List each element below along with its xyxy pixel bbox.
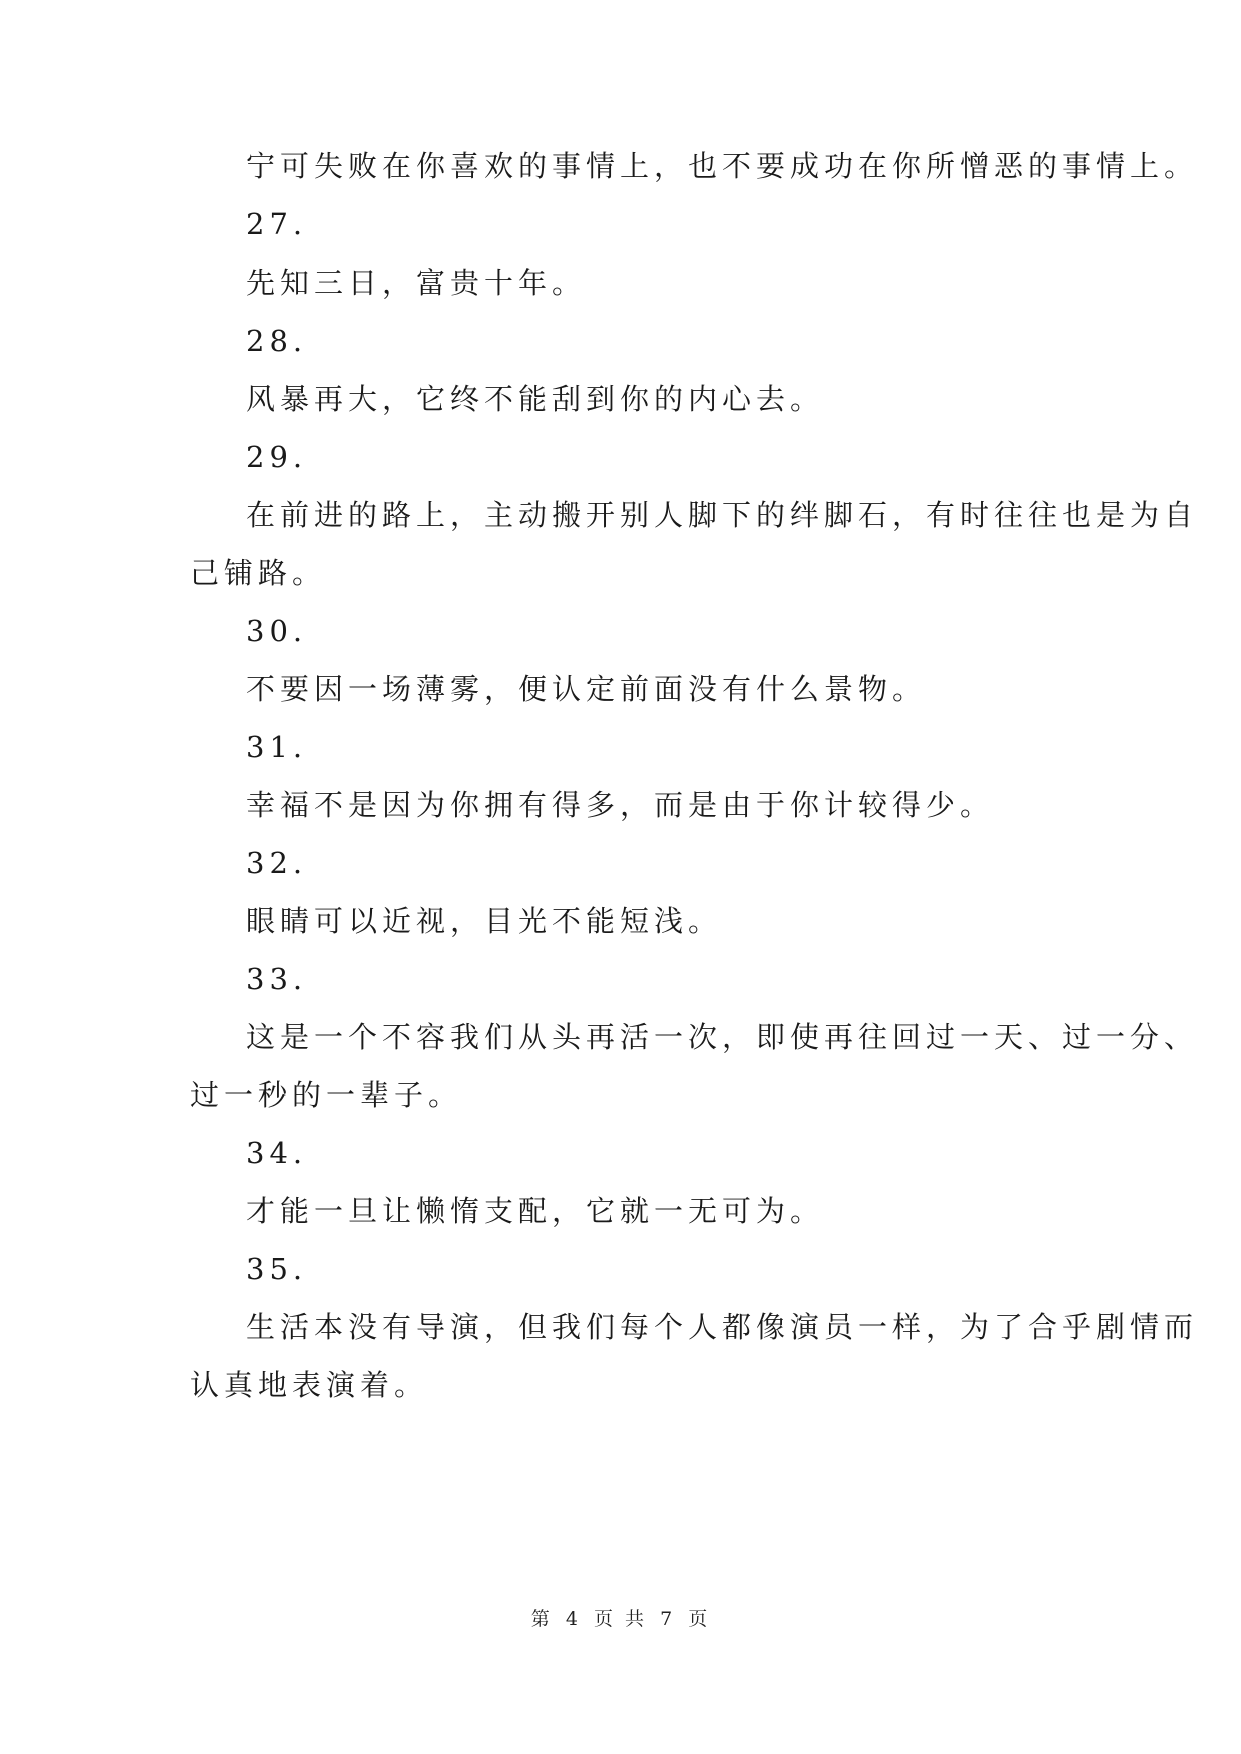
quote-34-text: 才能一旦让懒惰支配，它就一无可为。 (246, 1194, 825, 1228)
item-number-29: 29. (246, 440, 308, 474)
item-number-30: 30. (246, 614, 308, 648)
item-number-31: 31. (246, 730, 308, 764)
quote-28-text: 风暴再大，它终不能刮到你的内心去。 (246, 382, 825, 416)
quote-29-text-line-2: 己铺路。 (190, 556, 327, 590)
quote-33-text-line-1: 这是一个不容我们从头再活一次，即使再往回过一天、过一分、 (246, 1020, 1199, 1054)
quote-31-text: 幸福不是因为你拥有得多，而是由于你计较得少。 (246, 788, 995, 822)
quote-32-text: 眼睛可以近视，目光不能短浅。 (246, 904, 723, 938)
item-number-33: 33. (246, 962, 308, 996)
item-number-27: 27. (246, 207, 308, 241)
item-number-35: 35. (246, 1252, 308, 1286)
footer-total-pages: 7 (660, 1608, 676, 1630)
footer-middle: 页 共 (593, 1608, 648, 1630)
quote-35-text-line-1: 生活本没有导演，但我们每个人都像演员一样，为了合乎剧情而 (246, 1310, 1199, 1344)
footer-prefix: 第 (530, 1608, 553, 1630)
quote-29-text-line-1: 在前进的路上，主动搬开别人脚下的绊脚石，有时往往也是为自 (246, 498, 1199, 532)
footer-current-page: 4 (565, 1608, 581, 1630)
footer-suffix: 页 (688, 1608, 711, 1630)
quote-30-text: 不要因一场薄雾，便认定前面没有什么景物。 (246, 672, 927, 706)
page-footer (0, 1604, 1241, 1631)
quote-35-text-line-2: 认真地表演着。 (190, 1368, 429, 1402)
item-number-32: 32. (246, 846, 308, 880)
quote-33-text-line-2: 过一秒的一辈子。 (190, 1078, 463, 1112)
quote-26-text: 宁可失败在你喜欢的事情上，也不要成功在你所憎恶的事情上。 (246, 149, 1199, 183)
item-number-28: 28. (246, 324, 308, 358)
quote-27-text: 先知三日，富贵十年。 (246, 266, 587, 300)
item-number-34: 34. (246, 1136, 308, 1170)
